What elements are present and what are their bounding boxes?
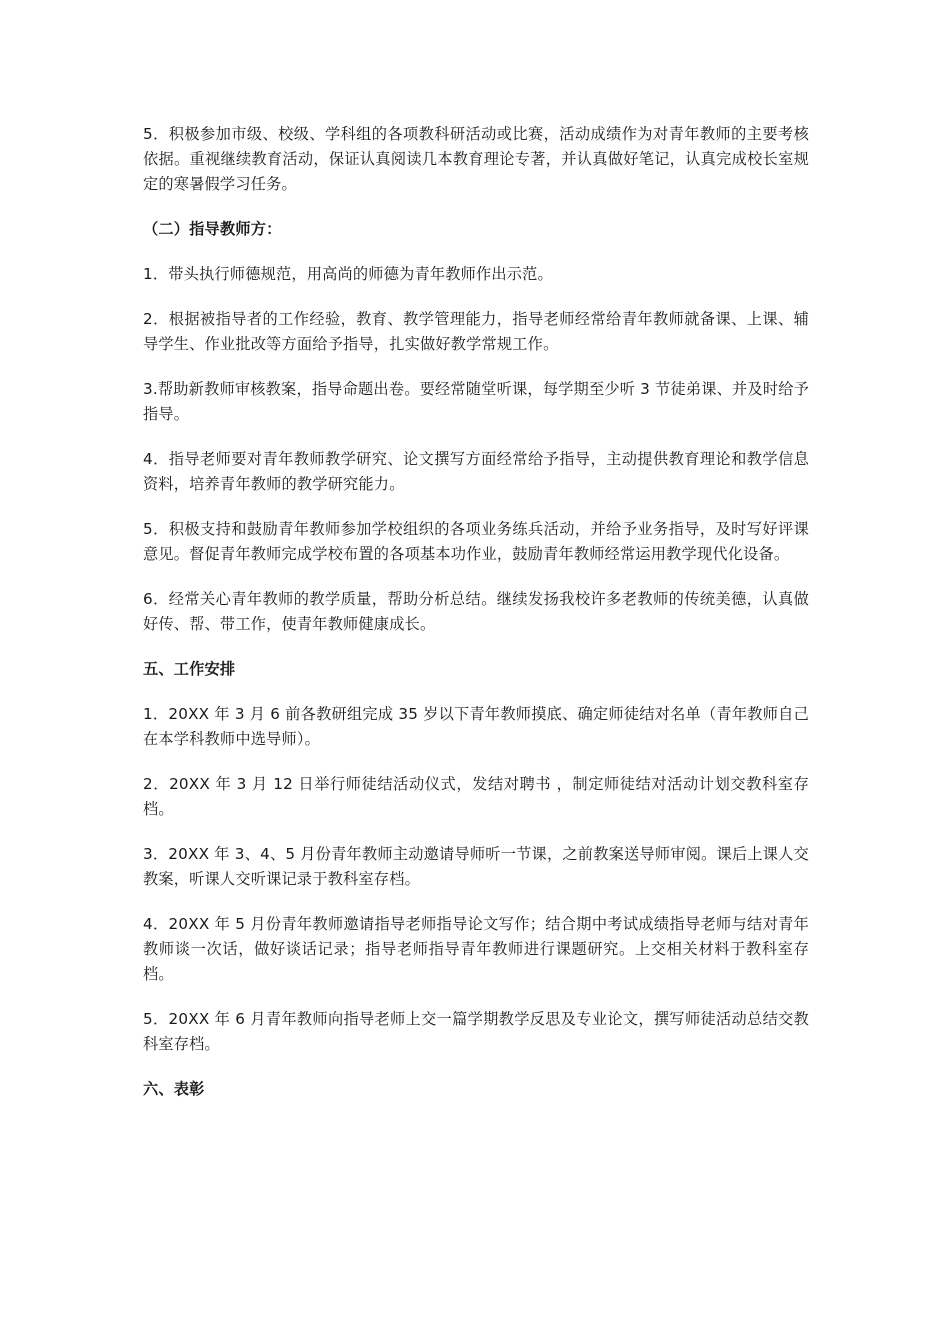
paragraph-mentor-item-2: 2．根据被指导者的工作经验，教育、教学管理能力，指导老师经常给青年教师就备课、上课、辅导学生、作业批改等方面给予指导，扎实做好教学常规工作。 <box>143 310 809 353</box>
paragraph-mentor-item-5: 5．积极支持和鼓励青年教师参加学校组织的各项业务练兵活动，并给予业务指导，及时写好评课意见。督促青年教师完成学校布置的各项基本功作业，鼓励青年教师经常运用教学现代化设备。 <box>143 520 809 563</box>
paragraph-arrangement-item-5: 5．20XX 年 6 月青年教师向指导老师上交一篇学期教学反思及专业论文，撰写师徒活动总结交教科室存档。 <box>143 1010 809 1053</box>
paragraph-arrangement-item-1: 1．20XX 年 3 月 6 前各教研组完成 35 岁以下青年教师摸底、确定师徒结对名单（青年教师自己在本学科教师中选导师）。 <box>143 705 809 748</box>
paragraph-young-teacher-item-5: 5．积极参加市级、校级、学科组的各项教科研活动或比赛，活动成绩作为对青年教师的主要考核依据。重视继续教育活动，保证认真阅读几本教育理论专著，并认真做好笔记，认真完成校长室规定的寒暑假学习任务。 <box>143 125 809 193</box>
paragraph-mentor-item-1: 1．带头执行师德规范，用高尚的师德为青年教师作出示范。 <box>143 265 553 283</box>
paragraph-mentor-item-6: 6．经常关心青年教师的教学质量，帮助分析总结。继续发扬我校许多老教师的传统美德，认真做好传、帮、带工作，使青年教师健康成长。 <box>143 590 809 633</box>
section-heading-commendation: 六、表彰 <box>143 1080 205 1098</box>
section-heading-mentor-side: （二）指导教师方： <box>143 220 282 238</box>
paragraph-arrangement-item-4: 4．20XX 年 5 月份青年教师邀请指导老师指导论文写作；结合期中考试成绩指导老师与结对青年教师谈一次话，做好谈话记录；指导老师指导青年教师进行课题研究。上交相关材料于教科室存档。 <box>143 915 809 983</box>
paragraph-mentor-item-4: 4．指导老师要对青年教师教学研究、论文撰写方面经常给予指导，主动提供教育理论和教学信息资料，培养青年教师的教学研究能力。 <box>143 450 809 493</box>
section-heading-work-arrangement: 五、工作安排 <box>143 660 236 678</box>
paragraph-arrangement-item-2: 2．20XX 年 3 月 12 日举行师徒结活动仪式，发结对聘书 ，制定师徒结对活动计划交教科室存档。 <box>143 775 809 818</box>
paragraph-arrangement-item-3: 3．20XX 年 3、4、5 月份青年教师主动邀请导师听一节课，之前教案送导师审阅。课后上课人交教案，听课人交听课记录于教科室存档。 <box>143 845 809 888</box>
paragraph-mentor-item-3: 3.帮助新教师审核教案，指导命题出卷。要经常随堂听课，每学期至少听 3 节徒弟课、并及时给予指导。 <box>143 380 809 423</box>
document-page <box>143 122 809 1122</box>
